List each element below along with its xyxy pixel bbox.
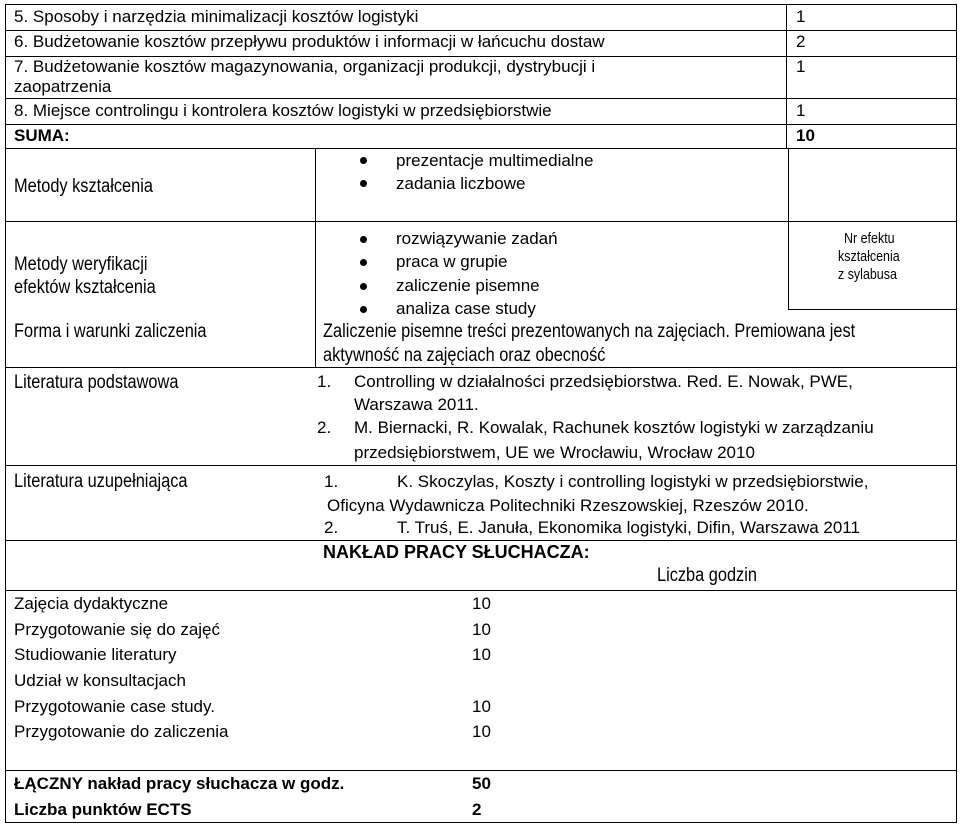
bullet-icon — [360, 283, 367, 290]
naklad-row-label: Zajęcia dydaktyczne — [14, 594, 169, 613]
literatura-podstawowa-label: Literatura podstawowa — [14, 372, 179, 393]
lit-podst-1-num: 1. — [317, 372, 332, 391]
topic-7-text-cont: zaopatrzenia — [14, 77, 112, 96]
naklad-row-label: Przygotowanie case study. — [14, 697, 215, 716]
naklad-total-value: 50 — [472, 774, 491, 793]
table-border-bottom — [5, 822, 957, 823]
bullet-icon — [360, 157, 367, 164]
metody-item: prezentacje multimedialne — [396, 151, 594, 170]
bullet-icon — [360, 236, 367, 243]
metody-weryfikacji-label-1: Metody weryfikacji — [14, 254, 148, 275]
naklad-total-label: ŁĄCZNY nakład pracy słuchacza w godz. — [14, 774, 345, 793]
topic-6-hours: 2 — [796, 32, 806, 51]
lit-podst-2-line1: M. Biernacki, R. Kowalak, Rachunek kosztów logistyki w zarządzaniu — [354, 418, 874, 437]
naklad-title: NAKŁAD PRACY SŁUCHACZA: — [323, 542, 590, 562]
metody-item: zadania liczbowe — [396, 174, 526, 193]
naklad-row-label: Przygotowanie do zaliczenia — [14, 722, 229, 741]
forma-zaliczenia-line1: Zaliczenie pisemne treści prezentowanych na zajęciach. Premiowana jest — [323, 321, 856, 342]
col-divider — [788, 148, 789, 309]
forma-zaliczenia-line2: aktywność na zajęciach oraz obecność — [323, 345, 606, 366]
suma-label: SUMA: — [14, 126, 70, 145]
metody-ksztalcenia-label: Metody kształcenia — [14, 176, 153, 197]
naklad-row-label: Studiowanie literatury — [14, 645, 177, 664]
weryfikacja-item: zaliczenie pisemne — [396, 276, 540, 295]
naklad-row-value: 10 — [472, 620, 491, 639]
row-divider — [5, 540, 957, 541]
ects-label: Liczba punktów ECTS — [14, 800, 192, 819]
row-divider — [5, 124, 957, 125]
bullet-icon — [360, 306, 367, 313]
topic-6-text: 6. Budżetowanie kosztów przepływu produktów i informacji w łańcuchu dostaw — [14, 32, 605, 51]
lit-uzup-1-line2: Oficyna Wydawnicza Politechniki Rzeszowskiej, Rzeszów 2010. — [327, 496, 809, 515]
nr-efektu-line2: kształcenia — [838, 249, 900, 265]
ects-value: 2 — [472, 800, 482, 819]
row-divider — [5, 98, 957, 99]
table-border-right — [956, 4, 957, 823]
table-border-top — [5, 4, 957, 5]
topic-8-hours: 1 — [796, 101, 806, 120]
nr-efektu-line3: z sylabusa — [838, 267, 897, 283]
naklad-column-header: Liczba godzin — [657, 565, 757, 586]
naklad-row-value: 10 — [472, 722, 491, 741]
row-divider — [5, 590, 957, 591]
weryfikacja-item: analiza case study — [396, 299, 536, 318]
topic-7-hours: 1 — [796, 57, 806, 76]
col-divider — [315, 148, 316, 367]
lit-uzup-1-line1: K. Skoczylas, Koszty i controlling logistyki w przedsiębiorstwie, — [397, 472, 869, 491]
row-divider — [5, 30, 957, 31]
naklad-row-value: 10 — [472, 594, 491, 613]
row-divider — [5, 770, 957, 771]
row-divider — [5, 367, 957, 368]
bullet-icon — [360, 180, 367, 187]
literatura-uzupelniajaca-label: Literatura uzupełniająca — [14, 471, 188, 492]
col-divider — [786, 4, 787, 148]
lit-uzup-2-num: 2. — [324, 518, 339, 537]
topic-5-hours: 1 — [796, 7, 806, 26]
naklad-row-label: Udział w konsultacjach — [14, 671, 186, 690]
metody-weryfikacji-label-2: efektów kształcenia — [14, 277, 156, 298]
row-divider — [5, 465, 957, 466]
topic-7-text: 7. Budżetowanie kosztów magazynowania, organizacji produkcji, dystrybucji i — [14, 57, 596, 76]
lit-podst-2-num: 2. — [317, 418, 332, 437]
suma-value: 10 — [796, 126, 815, 145]
topic-5-text: 5. Sposoby i narzędzia minimalizacji kosztów logistyki — [14, 7, 419, 26]
bullet-icon — [360, 259, 367, 266]
row-divider — [5, 148, 957, 149]
lit-podst-2-line2: przedsiębiorstwem, UE we Wrocławiu, Wrocław 2010 — [354, 443, 755, 462]
row-divider — [5, 221, 957, 222]
naklad-row-label: Przygotowanie się do zajęć — [14, 620, 221, 639]
lit-podst-1-line1: Controlling w działalności przedsiębiorstwa. Red. E. Nowak, PWE, — [354, 372, 853, 391]
weryfikacja-item: rozwiązywanie zadań — [396, 229, 558, 248]
lit-podst-1-line2: Warszawa 2011. — [354, 395, 479, 414]
forma-zaliczenia-label: Forma i warunki zaliczenia — [14, 321, 207, 342]
table-border-left — [5, 4, 6, 823]
naklad-row-value: 10 — [472, 645, 491, 664]
cell-divider — [788, 309, 956, 310]
lit-uzup-1-num: 1. — [324, 472, 339, 491]
weryfikacja-item: praca w grupie — [396, 252, 508, 271]
nr-efektu-line1: Nr efektu — [844, 231, 895, 247]
naklad-row-value: 10 — [472, 697, 491, 716]
topic-8-text: 8. Miejsce controlingu i kontrolera kosztów logistyki w przedsiębiorstwie — [14, 101, 552, 120]
lit-uzup-2-line1: T. Truś, E. Januła, Ekonomika logistyki, Difin, Warszawa 2011 — [397, 518, 860, 537]
